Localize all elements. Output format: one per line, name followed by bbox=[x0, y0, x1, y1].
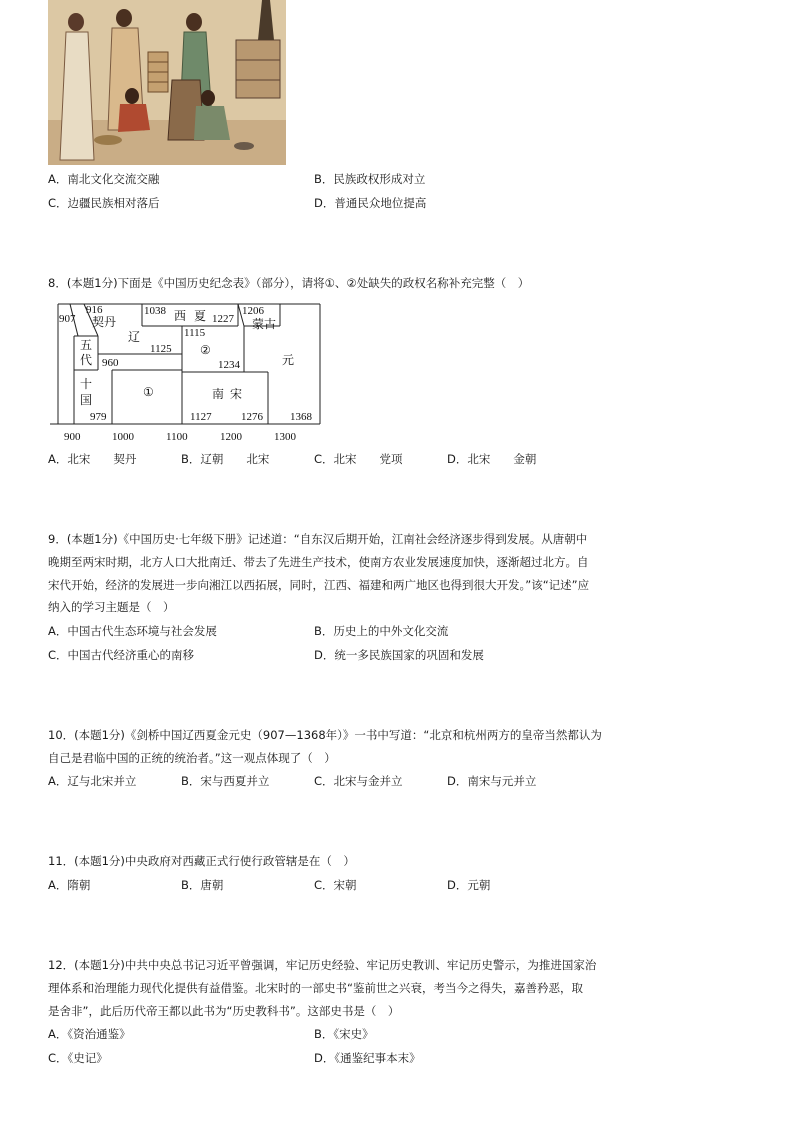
q11-option-d[interactable]: D．元朝 bbox=[447, 878, 491, 892]
q12-stem-line-1: 12．(本题1分)中共中央总书记习近平曾强调，牢记历史经验、牢记历史教训、牢记历史警示，为推进国家治 bbox=[48, 958, 597, 972]
regime-guo: 国 bbox=[80, 393, 93, 407]
q10-option-a[interactable]: A．辽与北宋并立 bbox=[48, 774, 137, 788]
q9-stem-line-2: 晚期至两宋时期，北方人口大批南迁、带去了先进生产技术，使南方农业发展速度加快，逐渐超过北方。自 bbox=[48, 555, 589, 569]
year-1368: 1368 bbox=[290, 411, 312, 423]
year-1234: 1234 bbox=[218, 359, 240, 371]
q11-stem: 11．(本题1分)中央政府对西藏正式行使行政管辖是在（ ） bbox=[48, 854, 355, 868]
year-1038: 1038 bbox=[144, 305, 166, 317]
q8-option-a[interactable]: A．北宋 契丹 bbox=[48, 452, 137, 466]
year-1125: 1125 bbox=[150, 343, 172, 355]
regime-yuan: 元 bbox=[282, 353, 295, 367]
year-1206: 1206 bbox=[242, 305, 264, 317]
q11-option-a[interactable]: A．隋朝 bbox=[48, 878, 91, 892]
year-916: 916 bbox=[86, 304, 103, 316]
q12-stem-line-3: 是舍非”，此后历代帝王都以此书为“历史教科书”。这部史书是（ ） bbox=[48, 1004, 400, 1018]
regime-wu: 五 bbox=[80, 338, 93, 352]
q9-option-d[interactable]: D．统一多民族国家的巩固和发展 bbox=[314, 648, 484, 662]
q7-option-b[interactable]: B．民族政权形成对立 bbox=[314, 172, 426, 186]
regime-shi: 十 bbox=[80, 377, 93, 391]
q10-option-b[interactable]: B．宋与西夏并立 bbox=[181, 774, 270, 788]
year-1115: 1115 bbox=[184, 327, 206, 339]
axis-1300: 1300 bbox=[274, 431, 296, 443]
q9-stem-line-4: 纳入的学习主题是（ ） bbox=[48, 600, 175, 614]
q9-stem-line-1: 9．(本题1分)《中国历史·七年级下册》记述道：“自东汉后期开始，江南社会经济逐步得到发展。从唐朝中 bbox=[48, 532, 588, 546]
q9-stem-line-3: 宋代开始，经济的发展进一步向湘江以西拓展，同时，江西、福建和两广地区也得到很大开发。”该“记述”应 bbox=[48, 578, 590, 592]
year-979: 979 bbox=[90, 411, 107, 423]
regime-nan: 南 bbox=[212, 387, 225, 401]
q9-option-c[interactable]: C．中国古代经济重心的南移 bbox=[48, 648, 195, 662]
regime-xia: 夏 bbox=[194, 309, 207, 323]
year-1227: 1227 bbox=[212, 313, 234, 325]
q7-option-c[interactable]: C．边疆民族相对落后 bbox=[48, 196, 160, 210]
q12-option-b[interactable]: B．《宋史》 bbox=[314, 1027, 374, 1041]
year-1276: 1276 bbox=[241, 411, 263, 423]
q7-option-a[interactable]: A．南北文化交流交融 bbox=[48, 172, 160, 186]
axis-1100: 1100 bbox=[166, 431, 188, 443]
regime-menggu: 蒙古 bbox=[252, 317, 277, 331]
year-907: 907 bbox=[59, 313, 76, 325]
q12-stem-line-2: 理体系和治理能力现代化提供有益借鉴。北宋时的一部史书“鉴前世之兴衰，考当今之得失，嘉善矜恶，取 bbox=[48, 981, 583, 995]
regime-blank-1: ① bbox=[143, 385, 154, 399]
year-1127: 1127 bbox=[190, 411, 212, 423]
axis-1200: 1200 bbox=[220, 431, 242, 443]
q11-option-c[interactable]: C．宋朝 bbox=[314, 878, 357, 892]
regime-song: 宋 bbox=[230, 387, 243, 401]
q12-option-c[interactable]: C．《史记》 bbox=[48, 1051, 108, 1065]
q10-stem-line-2: 自己是君临中国的正统的统治者。”这一观点体现了（ ） bbox=[48, 751, 336, 765]
q8-stem: 8．(本题1分)下面是《中国历史纪念表》（部分），请将①、②处缺失的政权名称补充完整（ ） bbox=[48, 276, 530, 290]
q8-option-b[interactable]: B．辽朝 北宋 bbox=[181, 452, 270, 466]
q8-option-d[interactable]: D．北宋 金朝 bbox=[447, 452, 537, 466]
q10-option-c[interactable]: C．北宋与金并立 bbox=[314, 774, 403, 788]
q9-option-a[interactable]: A．中国古代生态环境与社会发展 bbox=[48, 624, 217, 638]
q12-option-a[interactable]: A．《资治通鉴》 bbox=[48, 1027, 131, 1041]
q10-stem-line-1: 10．(本题1分)《剑桥中国辽西夏金元史（907—1368年）》一书中写道：“北京和杭州两方的皇帝当然都认为 bbox=[48, 728, 602, 742]
painting-illustration bbox=[48, 0, 286, 165]
regime-liao: 辽 bbox=[128, 330, 141, 344]
q11-option-b[interactable]: B．唐朝 bbox=[181, 878, 224, 892]
history-timeline-table bbox=[48, 296, 328, 448]
q9-option-b[interactable]: B．历史上的中外文化交流 bbox=[314, 624, 449, 638]
axis-900: 900 bbox=[64, 431, 81, 443]
song-dynasty-painting bbox=[48, 0, 286, 165]
year-960: 960 bbox=[102, 357, 119, 369]
q12-option-d[interactable]: D．《通鉴纪事本末》 bbox=[314, 1051, 421, 1065]
q10-option-d[interactable]: D．南宋与元并立 bbox=[447, 774, 537, 788]
regime-xi: 西 bbox=[174, 309, 187, 323]
regime-blank-2: ② bbox=[200, 343, 211, 357]
regime-dai: 代 bbox=[80, 353, 93, 367]
axis-1000: 1000 bbox=[112, 431, 134, 443]
q8-option-c[interactable]: C．北宋 党项 bbox=[314, 452, 403, 466]
q7-option-d[interactable]: D．普通民众地位提高 bbox=[314, 196, 427, 210]
regime-qidan: 契丹 bbox=[92, 315, 117, 329]
